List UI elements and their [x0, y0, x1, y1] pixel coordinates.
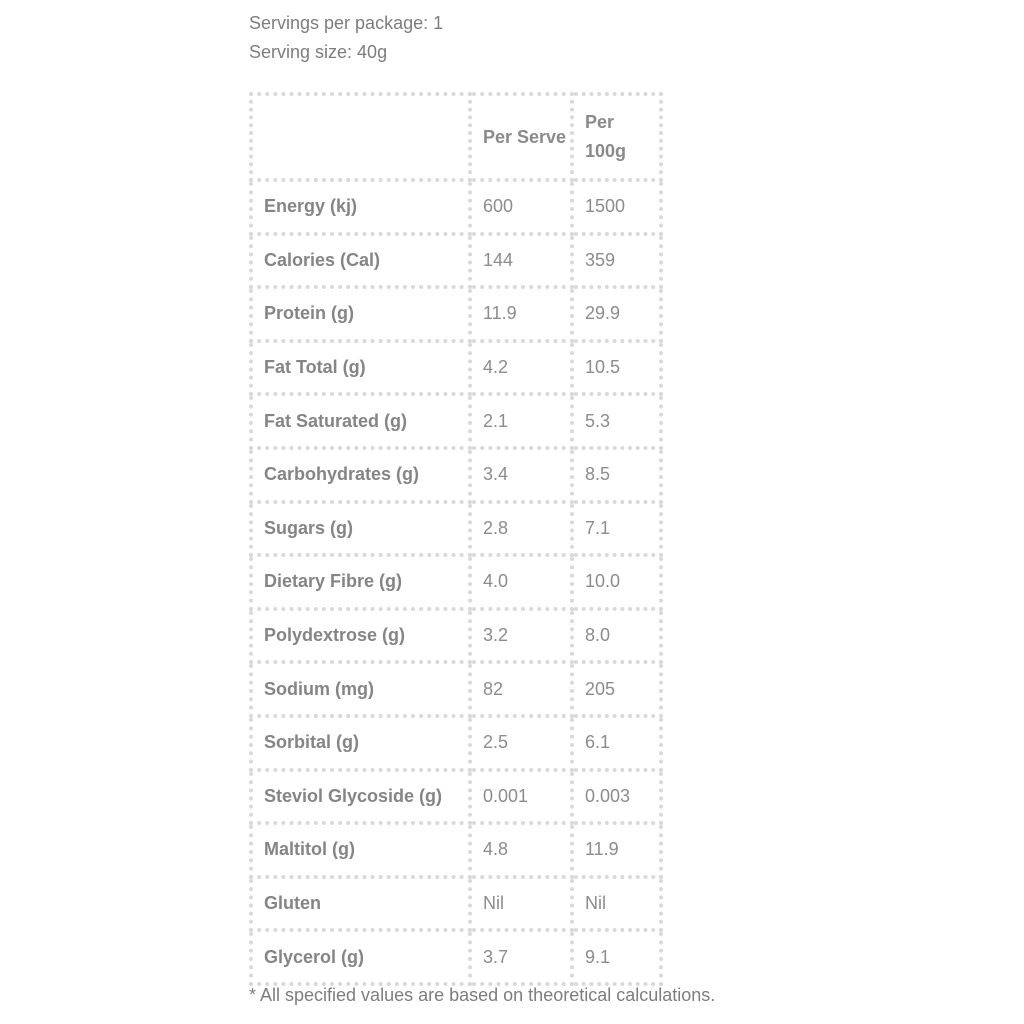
table-row	[251, 234, 661, 288]
table-row	[251, 930, 661, 984]
nutrient-name: Glycerol (g)	[251, 930, 470, 984]
header-per-serve: Per Serve	[470, 94, 572, 180]
table-row	[251, 341, 661, 395]
per-100g-value: 7.1	[572, 502, 661, 556]
per-serve-value: 2.1	[470, 394, 572, 448]
nutrition-table-container	[249, 92, 659, 983]
per-100g-value: Nil	[572, 877, 661, 931]
table-row	[251, 287, 661, 341]
per-serve-value: 2.5	[470, 716, 572, 770]
per-serve-value: 82	[470, 662, 572, 716]
nutrient-name: Steviol Glycoside (g)	[251, 770, 470, 824]
per-serve-value: Nil	[470, 877, 572, 931]
nutrient-name: Energy (kj)	[251, 180, 470, 234]
nutrient-name: Calories (Cal)	[251, 234, 470, 288]
per-serve-value: 4.8	[470, 823, 572, 877]
table-row	[251, 823, 661, 877]
per-100g-value: 1500	[572, 180, 661, 234]
footnote: * All specified values are based on theoretical calculations.	[249, 985, 716, 1005]
per-100g-value: 8.0	[572, 609, 661, 663]
nutrient-name: Maltitol (g)	[251, 823, 470, 877]
nutrient-name: Sodium (mg)	[251, 662, 470, 716]
per-100g-value: 11.9	[572, 823, 661, 877]
nutrient-name: Gluten	[251, 877, 470, 931]
serving-info	[249, 9, 443, 67]
per-100g-value: 10.5	[572, 341, 661, 395]
nutrient-name: Dietary Fibre (g)	[251, 555, 470, 609]
nutrient-name: Sorbital (g)	[251, 716, 470, 770]
per-serve-value: 11.9	[470, 287, 572, 341]
nutrient-name: Carbohydrates (g)	[251, 448, 470, 502]
per-100g-value: 10.0	[572, 555, 661, 609]
per-serve-value: 2.8	[470, 502, 572, 556]
per-serve-value: 3.4	[470, 448, 572, 502]
header-per-100g: Per 100g	[572, 94, 661, 180]
table-row	[251, 555, 661, 609]
per-100g-value: 29.9	[572, 287, 661, 341]
nutrient-name: Fat Total (g)	[251, 341, 470, 395]
nutrient-name: Sugars (g)	[251, 502, 470, 556]
per-100g-value: 359	[572, 234, 661, 288]
per-100g-value: 205	[572, 662, 661, 716]
servings-per-package: Servings per package: 1	[249, 13, 444, 33]
nutrition-table	[249, 92, 663, 986]
nutrient-name: Protein (g)	[251, 287, 470, 341]
table-row	[251, 180, 661, 234]
table-header-row	[251, 94, 661, 180]
table-row	[251, 716, 661, 770]
per-serve-value: 600	[470, 180, 572, 234]
nutrition-table-body	[251, 180, 661, 984]
nutrient-name: Polydextrose (g)	[251, 609, 470, 663]
table-row	[251, 448, 661, 502]
table-row	[251, 770, 661, 824]
serving-size: Serving size: 40g	[249, 42, 388, 62]
per-serve-value: 0.001	[470, 770, 572, 824]
header-nutrient	[251, 94, 470, 180]
per-serve-value: 3.2	[470, 609, 572, 663]
per-serve-value: 4.0	[470, 555, 572, 609]
per-100g-value: 9.1	[572, 930, 661, 984]
per-serve-value: 4.2	[470, 341, 572, 395]
table-row	[251, 394, 661, 448]
per-100g-value: 8.5	[572, 448, 661, 502]
per-100g-value: 0.003	[572, 770, 661, 824]
table-row	[251, 502, 661, 556]
per-serve-value: 3.7	[470, 930, 572, 984]
table-row	[251, 662, 661, 716]
per-100g-value: 6.1	[572, 716, 661, 770]
per-serve-value: 144	[470, 234, 572, 288]
table-row	[251, 609, 661, 663]
table-row	[251, 877, 661, 931]
per-100g-value: 5.3	[572, 394, 661, 448]
nutrient-name: Fat Saturated (g)	[251, 394, 470, 448]
